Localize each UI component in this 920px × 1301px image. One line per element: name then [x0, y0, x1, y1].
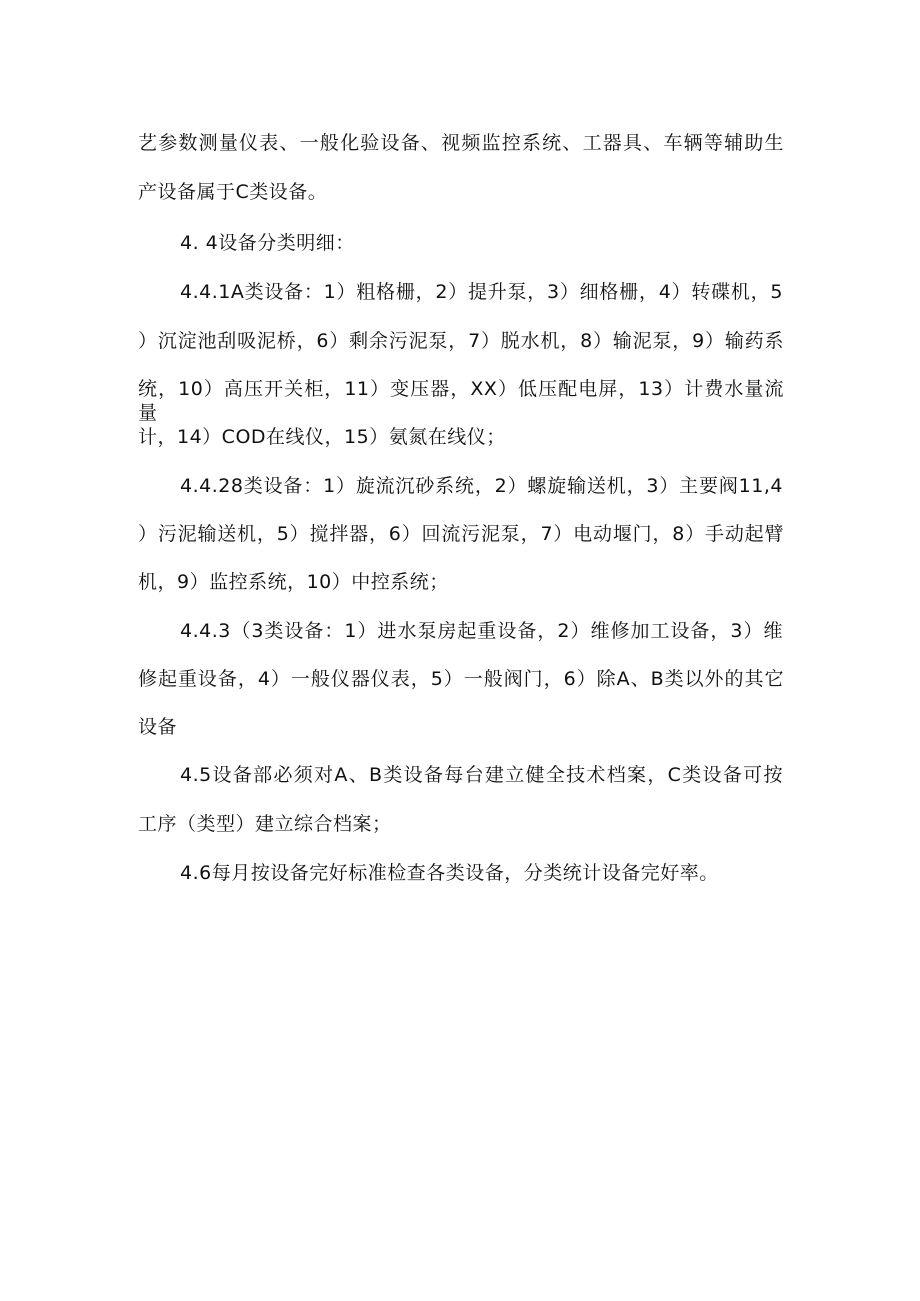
section-heading: 4. 4设备分类明细：: [180, 232, 355, 254]
paragraph-line: 4.4.28类设备：1）旋流沉砂系统，2）螺旋输送机，3）主要阀11,4: [180, 475, 783, 497]
paragraph-line: 统，10）高压开关柜，11）变压器，XX）低压配电屏，13）计费水量流量: [138, 378, 784, 424]
paragraph-line: 工序（类型）建立综合档案；: [138, 813, 392, 835]
paragraph-line: 4.5设备部必须对A、B类设备每台建立健全技术档案，C类设备可按: [180, 764, 783, 786]
paragraph-line: 4.6每月按设备完好标准检查各类设备，分类统计设备完好率。: [180, 862, 719, 884]
paragraph-line: ）污泥输送机，5）搅拌器，6）回流污泥泵，7）电动堰门，8）手动起臂: [138, 523, 784, 545]
paragraph-line: 产设备属于C类设备。: [138, 181, 328, 203]
paragraph-line: ）沉淀池刮吸泥桥，6）剩余污泥泵，7）脱水机，8）输泥泵，9）输药系: [138, 330, 784, 352]
paragraph-line: 计，14）COD在线仪，15）氨氮在线仪；: [138, 426, 506, 448]
paragraph-line: 4.4.1A类设备：1）粗格栅，2）提升泵，3）细格栅，4）转碟机，5: [180, 281, 783, 303]
paragraph-line: 设备: [138, 716, 178, 738]
paragraph-line: 艺参数测量仪表、一般化验设备、视频监控系统、工器具、车辆等辅助生: [138, 132, 784, 154]
paragraph-line: 修起重设备，4）一般仪器仪表，5）一般阀门，6）除A、B类以外的其它: [138, 668, 784, 690]
paragraph-line: 4.4.3（3类设备：1）进水泵房起重设备，2）维修加工设备，3）维: [180, 620, 783, 642]
paragraph-line: 机，9）监控系统，10）中控系统；: [138, 571, 449, 593]
